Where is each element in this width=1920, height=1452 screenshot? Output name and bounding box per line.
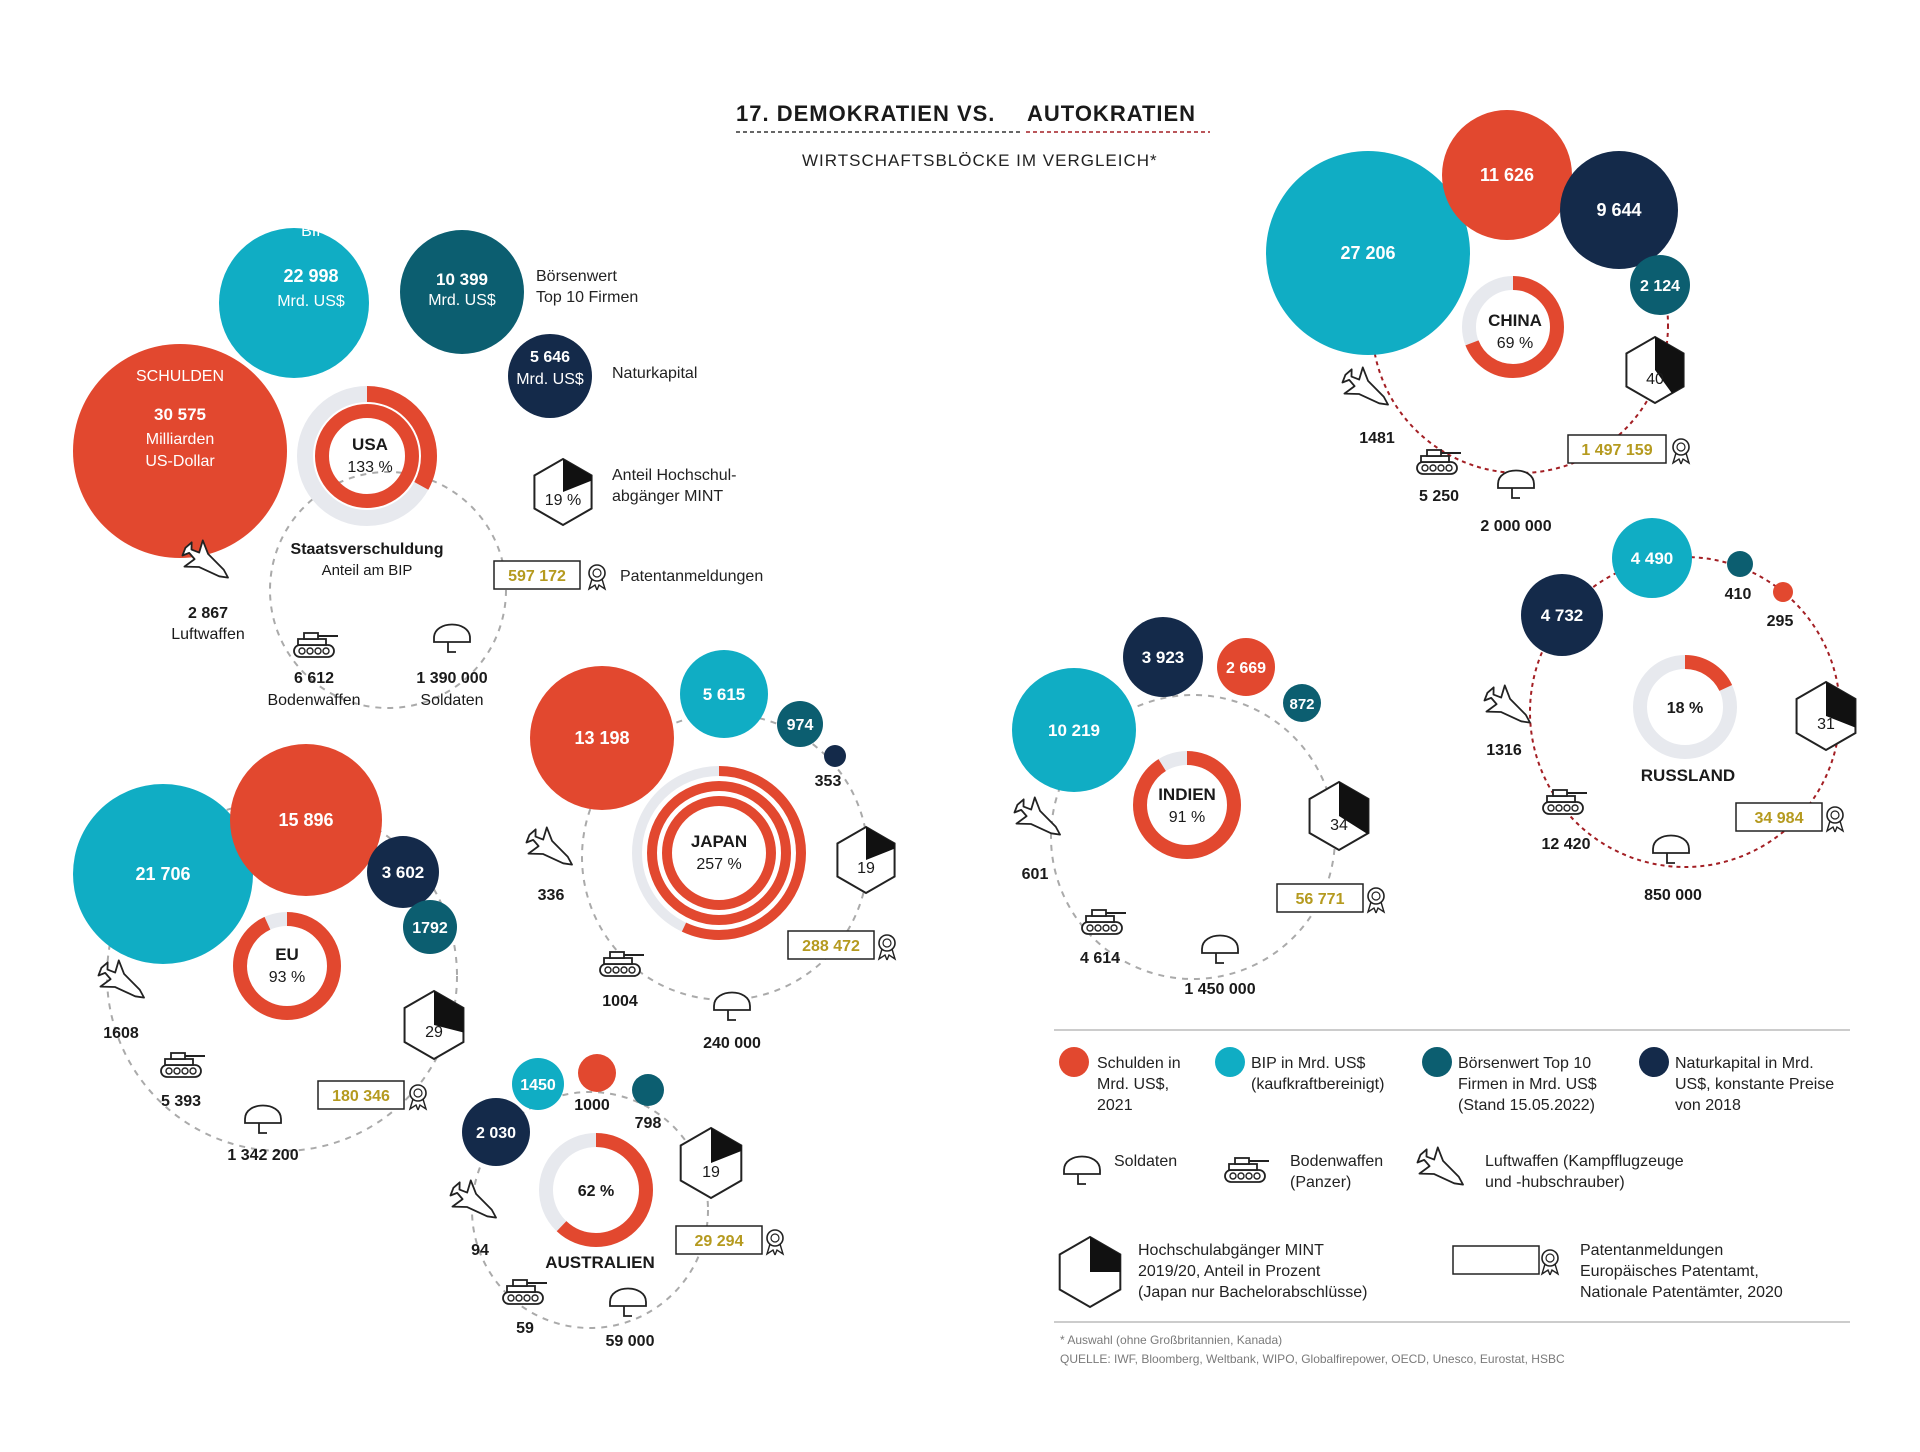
- legend-patent-2: Europäisches Patentamt,: [1580, 1263, 1759, 1280]
- australien-name: AUSTRALIEN: [545, 1253, 655, 1272]
- legend-schulden-swatch: [1059, 1047, 1089, 1077]
- usa-schulden-unit-1: Milliarden: [145, 431, 215, 448]
- indien-name: INDIEN: [1158, 785, 1216, 804]
- legend-bip-1: BIP in Mrd. US$: [1251, 1055, 1366, 1072]
- jet-icon: [520, 822, 581, 878]
- medal-icon: [1542, 1250, 1558, 1275]
- usa-patent-value: 597 172: [508, 568, 566, 585]
- russland-bip-value: 4 490: [1630, 549, 1674, 568]
- medal-icon: [879, 935, 895, 960]
- usa-natur-value: 5 646: [529, 349, 571, 366]
- jet-icon: [1008, 792, 1069, 848]
- block-eu: [73, 744, 463, 1164]
- legend-soldaten: Soldaten: [1114, 1153, 1178, 1170]
- legend-natur-1: Naturkapital in Mrd.: [1675, 1055, 1814, 1072]
- australien-air-value: 94: [471, 1242, 489, 1259]
- china-boerse-value: 2 124: [1639, 278, 1681, 295]
- indien-percent: 91 %: [1168, 809, 1206, 826]
- indien-debt-ring: [1140, 758, 1234, 852]
- usa-boerse-value: 10 399: [436, 270, 488, 289]
- japan-patent-value: 288 472: [802, 938, 860, 955]
- helmet-icon: [434, 625, 470, 653]
- legend-patent-box: [1453, 1246, 1539, 1274]
- medal-icon: [767, 1230, 783, 1255]
- indien-air-value: 601: [1021, 866, 1049, 883]
- russland-schulden-value: 295: [1766, 613, 1794, 630]
- block-japan: [520, 650, 895, 1052]
- usa-schulden-value: 30 575: [154, 405, 206, 424]
- china-mint-value: 40: [1646, 371, 1664, 388]
- legend-mint-hexagon: [1060, 1237, 1121, 1307]
- indien-soldiers-value: 1 450 000: [1184, 981, 1256, 998]
- indien-ground-value: 4 614: [1079, 950, 1121, 967]
- helmet-icon: [1202, 936, 1238, 964]
- china-air-value: 1481: [1359, 430, 1395, 447]
- china-name: CHINA: [1488, 311, 1542, 330]
- eu-name: EU: [275, 945, 299, 964]
- legend-mint-3: (Japan nur Bachelorabschlüsse): [1138, 1284, 1368, 1301]
- jet-icon: [1336, 362, 1397, 418]
- block-china: [1266, 110, 1690, 535]
- usa-boerse-note-1: Börsenwert: [536, 268, 617, 285]
- china-soldiers-value: 2 000 000: [1480, 518, 1552, 535]
- usa-debt-note-1: Staatsverschuldung: [290, 541, 444, 558]
- indien-schulden-value: 2 669: [1225, 660, 1267, 677]
- russland-boerse-value: 410: [1724, 586, 1752, 603]
- helmet-icon: [714, 993, 750, 1021]
- russland-schulden-bubble: [1773, 582, 1793, 602]
- china-bip-value: 27 206: [1340, 243, 1396, 263]
- medal-icon: [410, 1085, 426, 1110]
- usa-mint-note-2: abgänger MINT: [612, 488, 724, 505]
- china-mint-hexagon: [1626, 337, 1683, 403]
- usa-soldiers-note: Soldaten: [420, 692, 484, 709]
- japan-schulden-value: 13 198: [574, 728, 630, 748]
- medal-icon: [1368, 888, 1384, 913]
- legend-schulden-1: Schulden in: [1097, 1055, 1181, 1072]
- page-title-autokratien: AUTOKRATIEN: [1027, 101, 1197, 126]
- usa-bip-label: BIP: [301, 223, 327, 240]
- eu-schulden-value: 15 896: [278, 810, 334, 830]
- legend-bip-2: (kaufkraftbereinigt): [1251, 1076, 1385, 1093]
- usa-bip-value: 22 998: [283, 266, 339, 286]
- legend-schulden-3: 2021: [1097, 1097, 1133, 1114]
- russland-patent-value: 34 984: [1754, 810, 1804, 827]
- eu-natur-value: 3 602: [381, 863, 425, 882]
- japan-ground-value: 1004: [602, 993, 638, 1010]
- block-russland: [1478, 518, 1855, 904]
- australien-soldiers-value: 59 000: [605, 1333, 655, 1350]
- legend-natur-swatch: [1639, 1047, 1669, 1077]
- block-usa: [73, 223, 763, 709]
- helmet-icon: [1653, 836, 1689, 864]
- helmet-icon: [610, 1289, 646, 1317]
- footnote: * Auswahl (ohne Großbritannien, Kanada): [1060, 1333, 1283, 1347]
- japan-name: JAPAN: [690, 832, 748, 851]
- usa-debt-note-2: Anteil am BIP: [321, 562, 413, 579]
- russland-boerse-bubble: [1727, 551, 1753, 577]
- australien-schulden-value: 1000: [574, 1097, 610, 1114]
- eu-ground-value: 5 393: [160, 1093, 202, 1110]
- tank-icon: [161, 1053, 205, 1077]
- indien-mint-hexagon: [1310, 782, 1369, 850]
- japan-debt-ring-inner: [667, 801, 771, 905]
- indien-mint-value: 34: [1330, 817, 1348, 834]
- indien-boerse-value: 872: [1289, 696, 1315, 713]
- legend-mint-2: 2019/20, Anteil in Prozent: [1138, 1263, 1321, 1280]
- source-line: QUELLE: IWF, Bloomberg, Weltbank, WIPO, Globalfirepower, OECD, Unesco, Eurostat, HSBC: [1060, 1352, 1565, 1366]
- medal-icon: [1827, 807, 1843, 832]
- tank-icon: [1082, 910, 1126, 934]
- block-indien: [1008, 617, 1384, 998]
- helmet-icon: [1064, 1157, 1100, 1185]
- legend-luft-2: und -hubschrauber): [1485, 1174, 1625, 1191]
- china-patent-value: 1 497 159: [1581, 442, 1653, 459]
- legend: [1054, 1030, 1850, 1322]
- eu-mint-value: 29: [425, 1024, 443, 1041]
- usa-patent-note: Patentanmeldungen: [620, 568, 764, 585]
- legend-boden-1: Bodenwaffen: [1290, 1153, 1384, 1170]
- russland-name: RUSSLAND: [1640, 766, 1736, 785]
- usa-schulden-unit-2: US-Dollar: [145, 453, 215, 470]
- legend-bip-swatch: [1215, 1047, 1245, 1077]
- eu-air-value: 1608: [103, 1025, 139, 1042]
- japan-air-value: 336: [537, 887, 565, 904]
- eu-percent: 93 %: [268, 969, 306, 986]
- japan-debt-ring-middle: [652, 786, 786, 920]
- australien-bip-value: 1450: [520, 1077, 556, 1094]
- footer: [1060, 1333, 1565, 1366]
- usa-soldiers-value: 1 390 000: [416, 670, 488, 687]
- australien-patent-value: 29 294: [694, 1233, 744, 1250]
- block-australien: [444, 1054, 783, 1350]
- medal-icon: [589, 565, 605, 590]
- usa-mint-note-1: Anteil Hochschul-: [612, 467, 737, 484]
- eu-debt-ring: [240, 919, 334, 1013]
- russland-soldiers-value: 850 000: [1644, 887, 1702, 904]
- australien-boerse-value: 798: [634, 1115, 662, 1132]
- legend-natur-2: US$, konstante Preise: [1675, 1076, 1835, 1093]
- usa-schulden-label: SCHULDEN: [135, 368, 225, 385]
- legend-patent-1: Patentanmeldungen: [1580, 1242, 1724, 1259]
- legend-boerse-1: Börsenwert Top 10: [1458, 1055, 1592, 1072]
- japan-natur-value: 353: [814, 773, 842, 790]
- tank-icon: [1417, 450, 1461, 474]
- russland-natur-value: 4 732: [1540, 606, 1584, 625]
- medal-icon: [1673, 439, 1689, 464]
- legend-boerse-2: Firmen in Mrd. US$: [1458, 1076, 1597, 1093]
- russland-ground-value: 12 420: [1541, 836, 1591, 853]
- usa-natur-unit: Mrd. US$: [516, 371, 584, 388]
- helmet-icon: [1498, 471, 1534, 499]
- china-percent: 69 %: [1496, 335, 1534, 352]
- header: [736, 101, 1210, 170]
- australien-boerse-bubble: [632, 1074, 664, 1106]
- tank-icon: [294, 633, 338, 657]
- usa-boerse-note-2: Top 10 Firmen: [536, 289, 639, 306]
- usa-mint-value: 19 %: [544, 492, 582, 509]
- eu-patent-value: 180 346: [332, 1088, 390, 1105]
- russland-air-value: 1316: [1486, 742, 1522, 759]
- usa-air-note: Luftwaffen: [171, 626, 245, 643]
- china-schulden-value: 11 626: [1479, 165, 1535, 185]
- helmet-icon: [245, 1106, 281, 1134]
- japan-soldiers-value: 240 000: [703, 1035, 761, 1052]
- usa-ground-note: Bodenwaffen: [267, 692, 361, 709]
- indien-bip-value: 10 219: [1048, 721, 1100, 740]
- usa-boerse-unit: Mrd. US$: [428, 292, 496, 309]
- eu-bip-value: 21 706: [135, 864, 191, 884]
- usa-bip-unit: Mrd. US$: [277, 293, 345, 310]
- legend-boerse-3: (Stand 15.05.2022): [1458, 1097, 1595, 1114]
- tank-icon: [600, 952, 644, 976]
- australien-percent: 62 %: [577, 1183, 615, 1200]
- usa-ground-value: 6 612: [293, 670, 335, 687]
- tank-icon: [1225, 1158, 1269, 1182]
- japan-boerse-value: 974: [786, 717, 814, 734]
- russland-percent: 18 %: [1666, 700, 1704, 717]
- tank-icon: [1543, 790, 1587, 814]
- legend-mint-1: Hochschulabgänger MINT: [1138, 1242, 1324, 1259]
- usa-percent: 133 %: [347, 459, 393, 476]
- legend-boden-2: (Panzer): [1290, 1174, 1352, 1191]
- eu-soldiers-value: 1 342 200: [227, 1147, 299, 1164]
- legend-luft-1: Luftwaffen (Kampfflugzeuge: [1485, 1153, 1684, 1170]
- japan-mint-value: 19: [857, 860, 875, 877]
- usa-debt-ring-inner: [322, 411, 412, 501]
- page-title: 17. DEMOKRATIEN VS.: [736, 101, 996, 126]
- australien-ground-value: 59: [516, 1320, 534, 1337]
- australien-schulden-bubble: [578, 1054, 616, 1092]
- usa-natur-note: Naturkapital: [612, 365, 698, 382]
- russland-mint-value: 31: [1817, 716, 1835, 733]
- legend-natur-3: von 2018: [1675, 1097, 1741, 1114]
- usa-name: USA: [352, 435, 388, 454]
- legend-boerse-swatch: [1422, 1047, 1452, 1077]
- jet-icon: [92, 955, 153, 1011]
- australien-mint-hexagon: [681, 1128, 742, 1198]
- australien-mint-value: 19: [702, 1164, 720, 1181]
- tank-icon: [503, 1280, 547, 1304]
- indien-natur-value: 3 923: [1141, 648, 1185, 667]
- legend-schulden-2: Mrd. US$,: [1097, 1076, 1170, 1093]
- japan-natur-bubble: [824, 745, 846, 767]
- china-natur-value: 9 644: [1596, 200, 1642, 220]
- usa-air-value: 2 867: [187, 605, 229, 622]
- australien-natur-value: 2 030: [475, 1125, 517, 1142]
- japan-percent: 257 %: [696, 856, 742, 873]
- legend-patent-3: Nationale Patentämter, 2020: [1580, 1284, 1783, 1301]
- jet-icon: [1411, 1142, 1472, 1198]
- japan-bip-value: 5 615: [702, 685, 746, 704]
- indien-patent-value: 56 771: [1295, 891, 1345, 908]
- china-ground-value: 5 250: [1418, 488, 1460, 505]
- page-subtitle: WIRTSCHAFTSBLÖCKE IM VERGLEICH*: [802, 151, 1158, 170]
- eu-boerse-value: 1792: [412, 920, 448, 937]
